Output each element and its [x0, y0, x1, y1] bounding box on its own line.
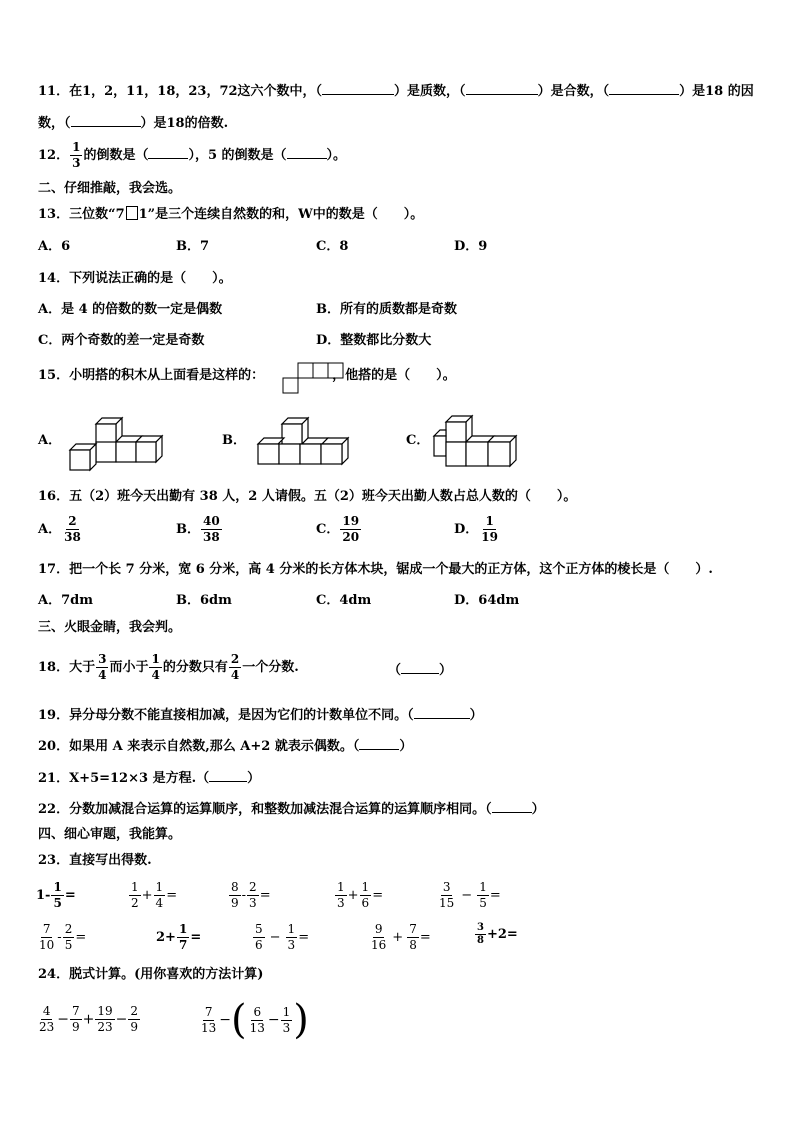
q14-option-c[interactable]: C．两个奇数的差一定是奇数 [38, 333, 205, 348]
q13-option-d[interactable]: D．9 [454, 239, 488, 254]
q11-blank-multiple[interactable] [71, 114, 141, 127]
q23-expr-10: $\frac{3}{8}$ +2= [477, 922, 518, 946]
q19-question: 19．异分母分数不能直接相加减，是因为它们的计数单位不同。（ ） [38, 708, 483, 723]
q23-expr-5: $\frac{3}{15}$ − $\frac{1}{5}$ = [439, 880, 501, 910]
q15-option-c-cubes-diagram [432, 412, 526, 470]
q12-line: 12． $\frac{1}{3}$ 的倒数是（ ），5 的倒数是（ ）。 [38, 140, 347, 170]
q16-question: 16．五（2）班今天出勤有 38 人，2 人请假。五（2）班今天出勤人数占总人数的（ ）。 [38, 489, 577, 504]
q19-answer-blank[interactable] [414, 706, 470, 719]
q11-blank-prime[interactable] [322, 82, 394, 95]
q13-question: 13．三位数“7 1”是三个连续自然数的和，W中的数是（ ）。 [38, 207, 424, 222]
q23-expr-2: $\frac{1}{2}$ + $\frac{1}{4}$ = [131, 880, 178, 910]
q17-option-a[interactable]: A．7dm [38, 593, 93, 608]
q14-question: 14．下列说法正确的是（ ）。 [38, 271, 232, 286]
q16-option-c[interactable]: C． $\frac{19}{20}$ [316, 514, 360, 544]
q23-question: 23．直接写出得数. [38, 853, 152, 868]
q23-expr-6: $\frac{7}{10}$ - $\frac{2}{5}$ = [39, 922, 87, 952]
section-2-heading: 二、仔细推敲，我会选。 [38, 181, 182, 196]
q20-answer-blank[interactable] [359, 737, 399, 750]
q24-expr-1: $\frac{4}{23}$ − $\frac{7}{9}$ + $\frac{19}{23}$ − $\frac{2}{9}$ [39, 1004, 139, 1034]
q11-blank-factor[interactable] [609, 82, 679, 95]
q22-answer-blank[interactable] [492, 800, 532, 813]
q11-line2: 数，（ ）是18的倍数. [38, 116, 229, 131]
q13-option-b[interactable]: B．7 [176, 239, 210, 254]
q15-option-a[interactable]: A． [38, 433, 62, 448]
q12-fraction: $\frac{1}{3}$ [72, 140, 81, 170]
q18-fraction-2: $\frac{1}{4}$ [151, 652, 160, 682]
q15-option-c[interactable]: C． [406, 433, 430, 448]
q15-option-b-cubes-diagram [254, 414, 354, 470]
q23-expr-3: $\frac{8}{9}$ - $\frac{2}{3}$ = [231, 880, 271, 910]
q16-option-d-fraction: $\frac{1}{19}$ [481, 514, 498, 544]
section-3-heading: 三、火眼金睛，我会判。 [38, 620, 182, 635]
q12-blank-2[interactable] [287, 146, 327, 159]
q23-expr-7: 2+ $\frac{1}{7}$ = [156, 922, 202, 952]
q16-option-a-fraction: $\frac{2}{38}$ [64, 514, 81, 544]
q24-expr-2: $\frac{7}{13}$ −( $\frac{6}{13}$ − $\frac{1}{3}$ ) [201, 997, 309, 1043]
q14-option-a[interactable]: A．是 4 的倍数的数一定是偶数 [38, 302, 223, 317]
q22-question: 22．分数加减混合运算的运算顺序，和整数加减法混合运算的运算顺序相同。（ ） [38, 802, 545, 817]
q16-option-b-fraction: $\frac{40}{38}$ [203, 514, 220, 544]
q11-blank-composite[interactable] [466, 82, 538, 95]
q15-question: 15．小明搭的积木从上面看是这样的： ，他搭的是（ ）。 [38, 368, 456, 383]
q16-option-d[interactable]: D． $\frac{1}{19}$ [454, 514, 498, 544]
q17-question: 17．把一个长 7 分米，宽 6 分米，高 4 分米的长方体木块，锯成一个最大的正方体，这个正方体的棱长是（ ）. [38, 562, 713, 577]
q13-option-a[interactable]: A．6 [38, 239, 71, 254]
q17-option-c[interactable]: C．4dm [316, 593, 372, 608]
q12-blank-1[interactable] [148, 146, 188, 159]
q13-option-c[interactable]: C．8 [316, 239, 349, 254]
q21-question: 21．X+5=12×3 是方程.（ ） [38, 771, 261, 786]
q24-question: 24．脱式计算。(用你喜欢的方法计算) [38, 967, 264, 982]
q14-option-b[interactable]: B．所有的质数都是奇数 [316, 302, 457, 317]
q11-line1: 11．在1，2，11，18，23，72这六个数中，（ ）是质数，（ ）是合数，（ ）是18 的因 [38, 84, 754, 99]
q23-expr-9: $\frac{9}{16}$ + $\frac{7}{8}$ = [371, 922, 431, 952]
q15-option-b[interactable]: B． [222, 433, 246, 448]
q16-option-a[interactable]: A． $\frac{2}{38}$ [38, 514, 81, 544]
q20-question: 20．如果用 A 来表示自然数,那么 A+2 就表示偶数。（ ） [38, 739, 413, 754]
q14-option-d[interactable]: D．整数都比分数大 [316, 333, 432, 348]
q16-option-b[interactable]: B． $\frac{40}{38}$ [176, 514, 220, 544]
q23-expr-8: $\frac{5}{6}$ − $\frac{1}{3}$ = [255, 922, 310, 952]
q15-option-a-cubes-diagram [66, 416, 166, 472]
q23-expr-4: $\frac{1}{3}$ + $\frac{1}{6}$ = [337, 880, 384, 910]
q16-option-c-fraction: $\frac{19}{20}$ [342, 514, 360, 544]
q15-top-view-diagram [282, 362, 350, 396]
q18-answer[interactable]: （ ） [388, 663, 453, 678]
q17-option-d[interactable]: D．64dm [454, 593, 520, 608]
q18-fraction-3: $\frac{2}{4}$ [230, 652, 240, 682]
q18-fraction-1: $\frac{3}{4}$ [98, 652, 107, 682]
q23-expr-1: 1- $\frac{1}{5}$ = [36, 880, 76, 910]
q21-answer-blank[interactable] [209, 769, 247, 782]
q18-question: 18．大于 $\frac{3}{4}$ 而小于 $\frac{1}{4}$ 的分数只有 $\frac{2}{4}$ 一个分数. [38, 652, 299, 682]
q17-option-b[interactable]: B．6dm [176, 593, 232, 608]
section-4-heading: 四、细心审题，我能算。 [38, 827, 182, 842]
q13-box [126, 206, 138, 220]
